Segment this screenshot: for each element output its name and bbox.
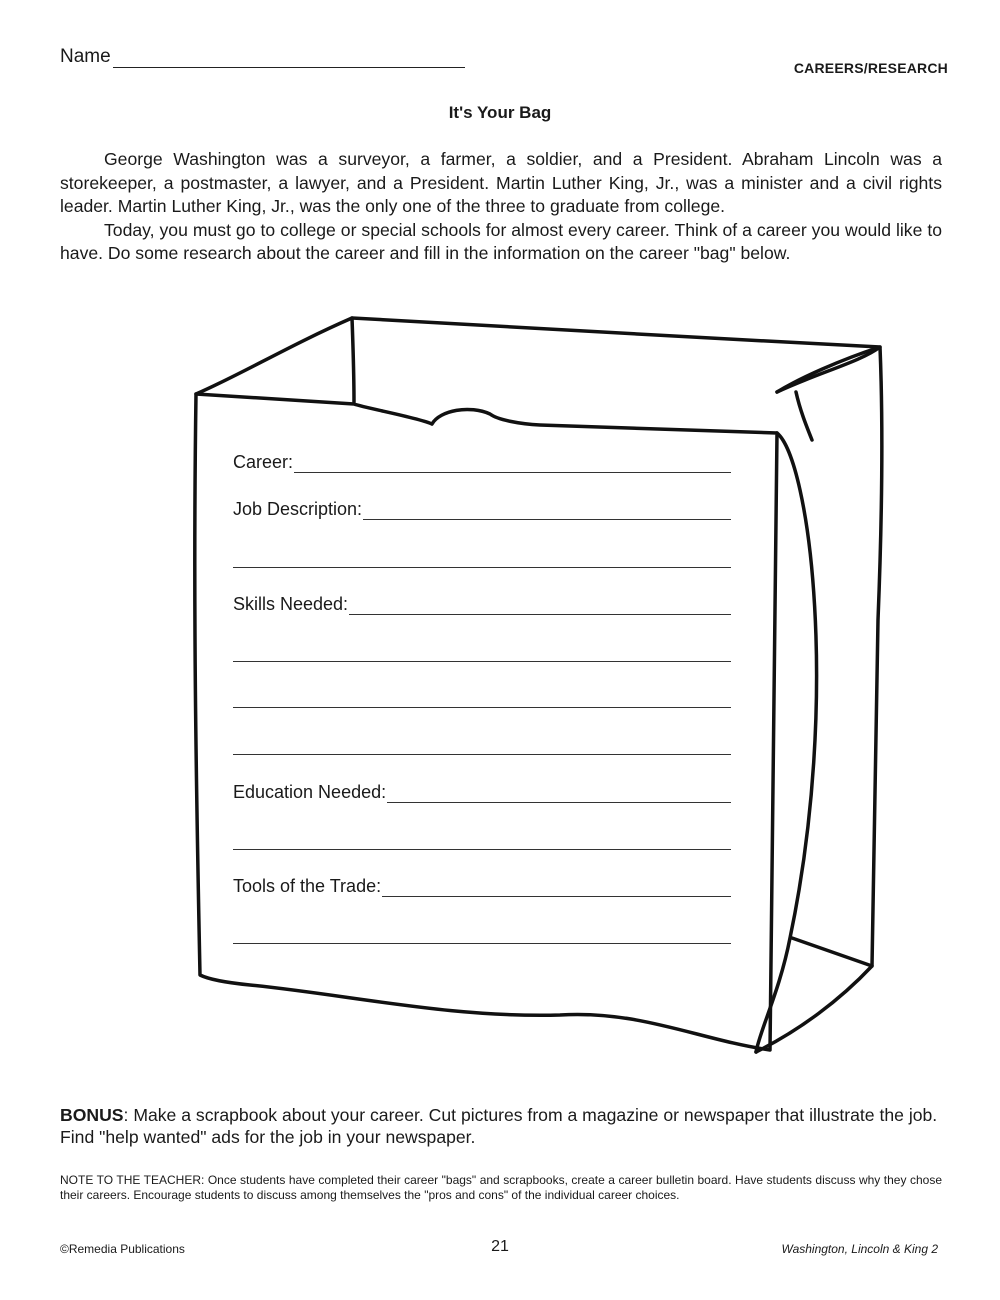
bag-inner-crease	[796, 392, 812, 440]
tools-of-trade-label: Tools of the Trade:	[233, 876, 382, 896]
career-field[interactable]	[233, 452, 731, 473]
skills-needed-line-4[interactable]	[233, 754, 731, 755]
bag-side-fold	[756, 433, 817, 1052]
job-description-line[interactable]	[363, 503, 731, 520]
skills-needed-line-3[interactable]	[233, 707, 731, 708]
job-description-field[interactable]	[233, 499, 731, 520]
bag-front-face	[195, 394, 777, 1050]
page-number: 21	[491, 1238, 509, 1255]
career-line[interactable]	[294, 456, 731, 473]
intro-paragraph-2: Today, you must go to college or special schools for almost every career. Think of a career you would like to have. Do some research about the career and fill in the information on the career "bag" below.	[60, 219, 942, 264]
tools-of-trade-line-2[interactable]	[233, 943, 731, 944]
bonus-text	[60, 1104, 942, 1148]
skills-needed-line-2[interactable]	[233, 661, 731, 662]
section-tag: CAREERS/RESEARCH	[793, 60, 948, 76]
education-needed-line[interactable]	[387, 786, 731, 803]
teacher-note: NOTE TO THE TEACHER: Once students have completed their career "bags" and scrapbooks, create a career bulletin board. Have students discuss why they chose their careers. Encourage students to discuss among themselves the "pros and cons" of the individual career choices.	[60, 1173, 942, 1202]
intro-paragraph-1: George Washington was a surveyor, a farmer, a soldier, and a President. Abraham Lincoln was a storekeeper, a postmaster, a lawyer, and a President. Martin Luther King, Jr., was a minister and a civil rights leader. Martin Luther King, Jr., was the only one of the three to graduate from college.	[60, 149, 942, 217]
tools-of-trade-line[interactable]	[382, 880, 731, 897]
bonus-body: : Make a scrapbook about your career. Cut pictures from a magazine or newspaper that illustrate the job. Find "help wanted" ads for the job in your newspaper.	[60, 1105, 938, 1147]
name-label: Name	[60, 46, 111, 67]
career-label: Career:	[233, 452, 294, 472]
education-needed-line-2[interactable]	[233, 849, 731, 850]
skills-needed-field[interactable]	[233, 594, 731, 615]
publisher-credit: ©Remedia Publications	[60, 1242, 185, 1256]
skills-needed-label: Skills Needed:	[233, 594, 349, 614]
job-description-line-2[interactable]	[233, 567, 731, 568]
education-needed-field[interactable]	[233, 782, 731, 803]
book-title: Washington, Lincoln & King 2	[781, 1242, 938, 1256]
bag-inner-left-edge	[352, 318, 354, 402]
bag-bottom-gusset	[792, 938, 872, 966]
skills-needed-line[interactable]	[349, 598, 731, 615]
bonus-label: BONUS	[60, 1105, 124, 1125]
education-needed-label: Education Needed:	[233, 782, 387, 802]
page-title: It's Your Bag	[448, 103, 552, 122]
tools-of-trade-field[interactable]	[233, 876, 731, 897]
bag-back-rim	[196, 318, 880, 394]
job-description-label: Job Description:	[233, 499, 363, 519]
